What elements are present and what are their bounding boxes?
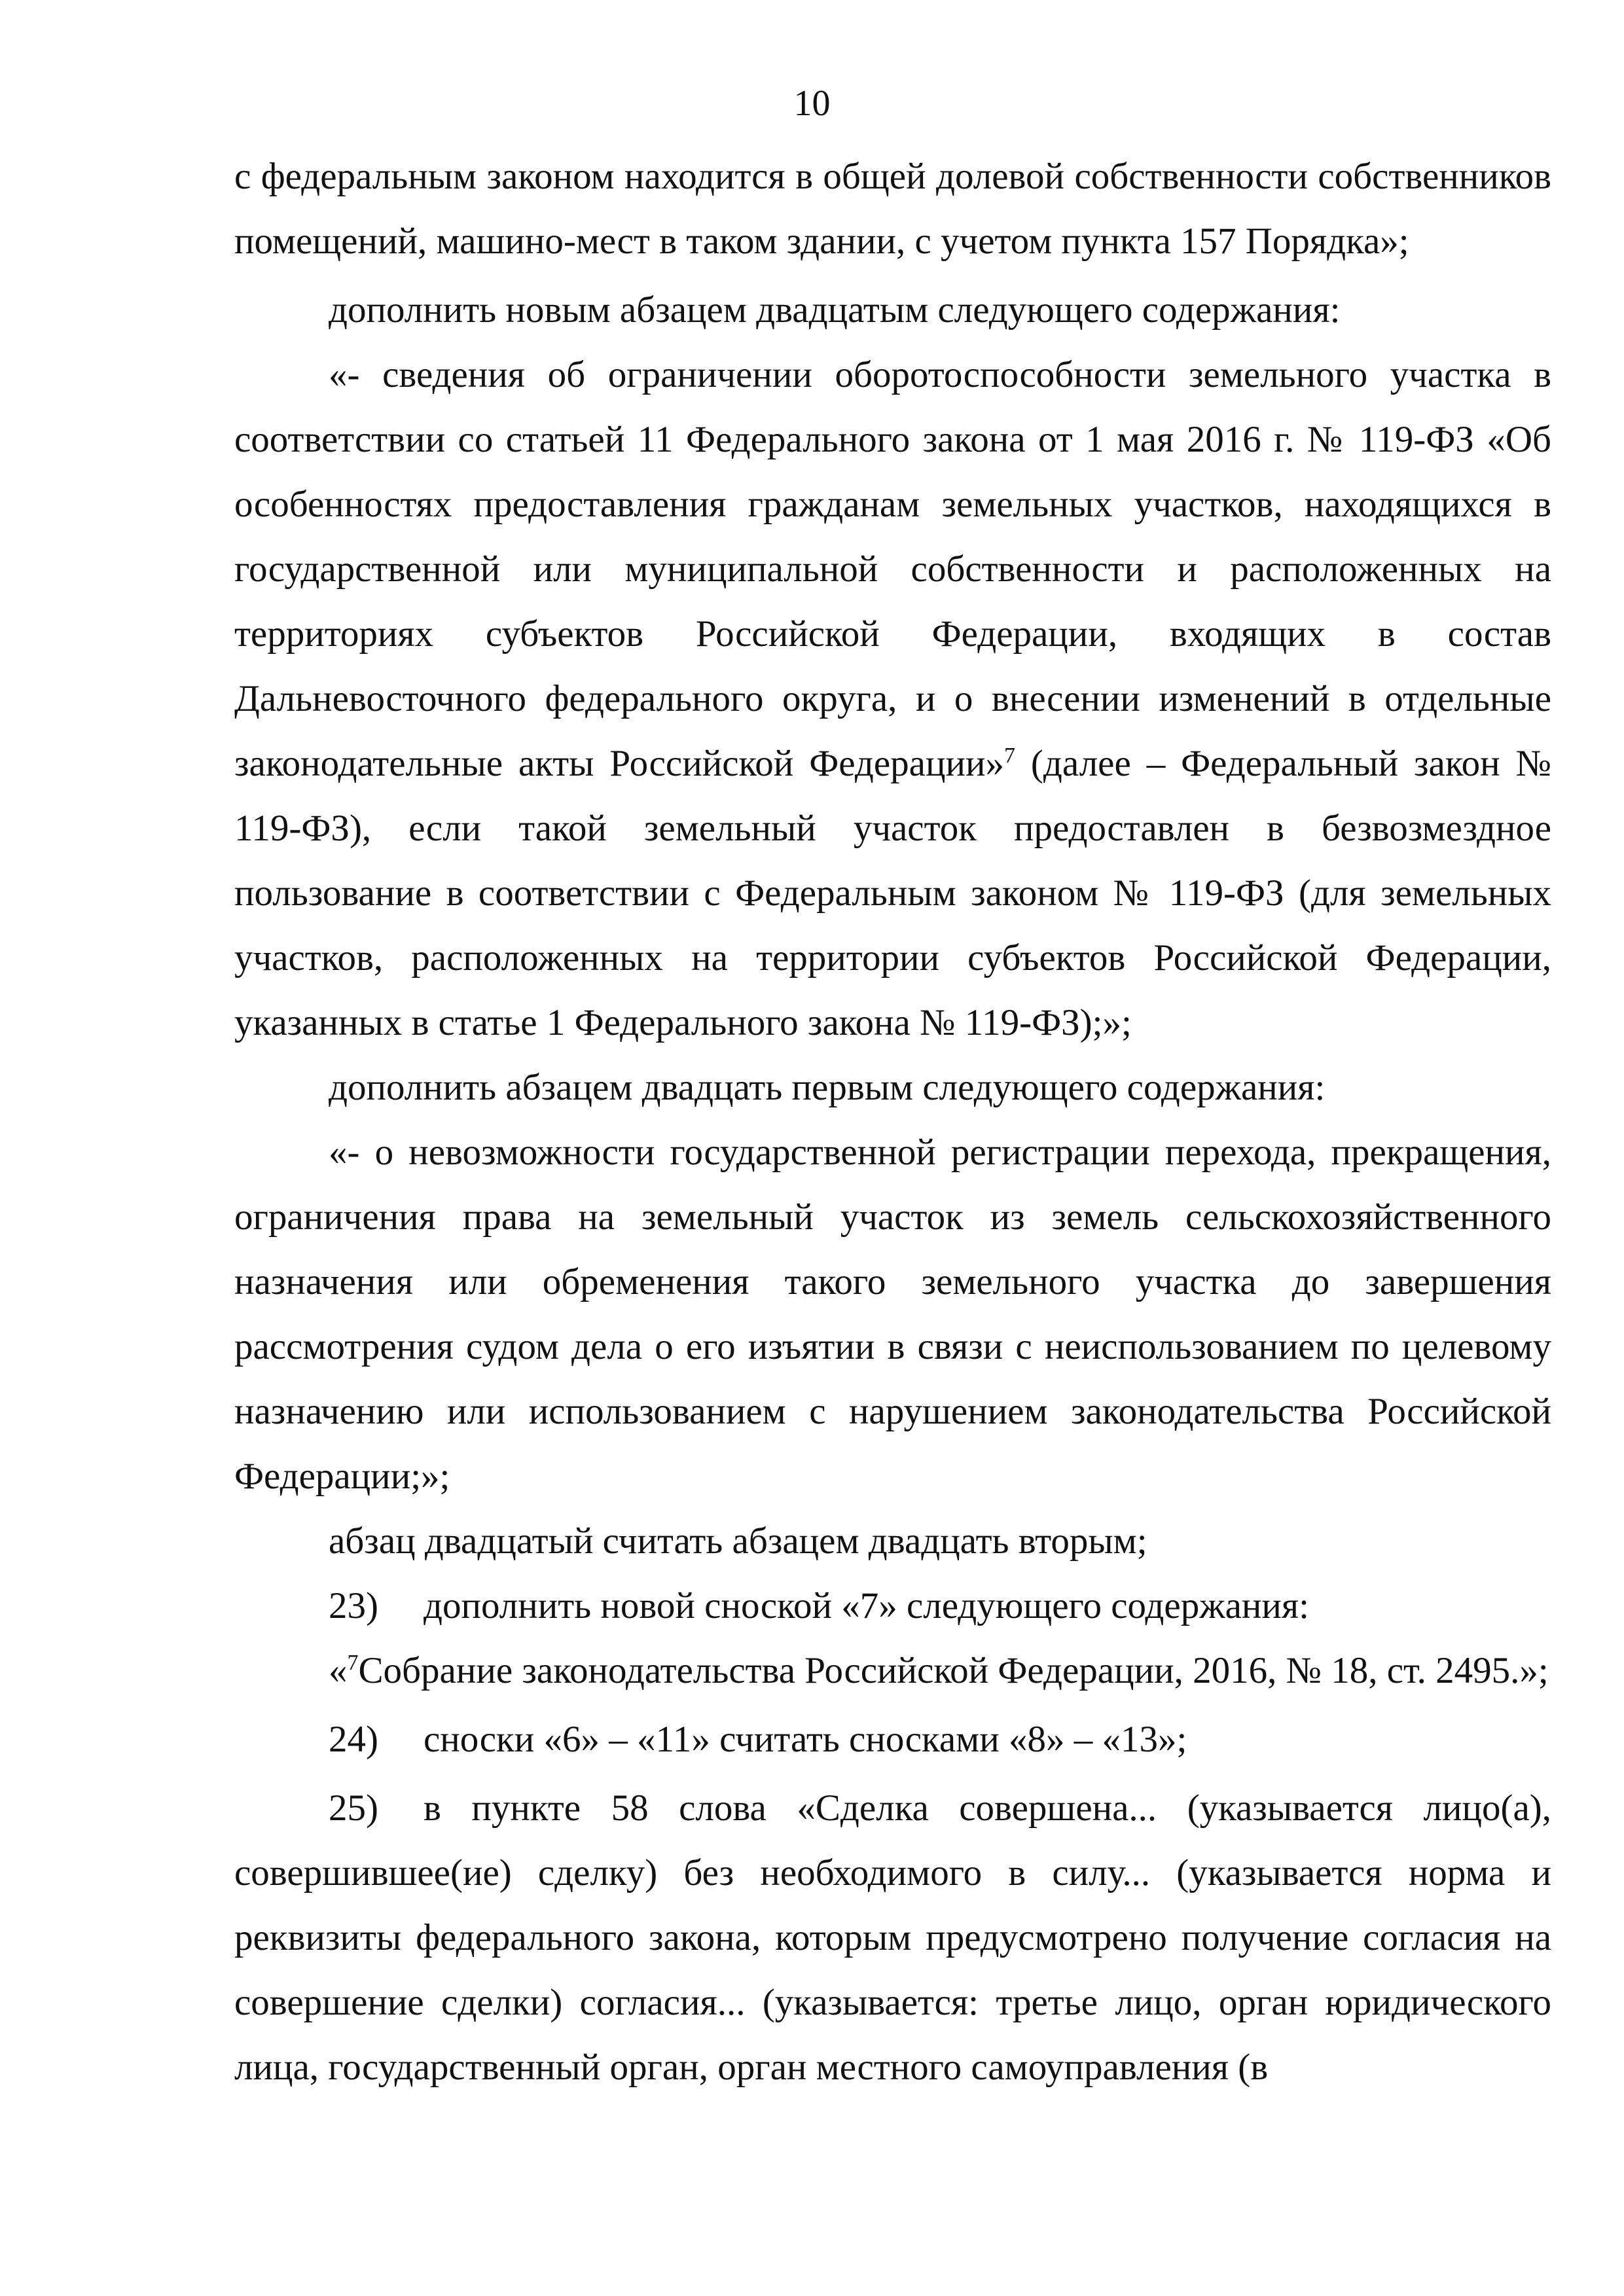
paragraph-instruction-21: дополнить абзацем двадцать первым следующего содержания:	[329, 1067, 1326, 1108]
quote-open: «	[329, 1650, 348, 1691]
paragraph-renumber-abzac: абзац двадцатый считать абзацем двадцать вторым;	[329, 1520, 1147, 1562]
footnote-text: Собрание законодательства Российской Федерации, 2016, № 18, ст. 2495.»;	[358, 1650, 1549, 1691]
list-item-text: сноски «6» – «11» считать сносками «8» – «13»;	[424, 1719, 1187, 1760]
list-item-number: 25)	[329, 1787, 378, 1829]
list-item-number: 23)	[329, 1585, 378, 1626]
document-body	[234, 144, 1551, 2100]
paragraph-new-abzac-21: «- о невозможности государственной регистрации перехода, прекращения, ограничения права на земельный участок из земель сельскохозяйственного назначения или обременения такого земельного участка до завершения рассмотрения судом дела о его изъятии в связи с неиспользованием по целевому назначению или использованием с нарушением законодательства Российской Федерации;»;	[234, 1132, 1551, 1497]
paragraph-continuation: с федеральным законом находится в общей долевой собственности собственников помещений, машино-мест в таком здании, с учетом пункта 157 Порядка»;	[234, 156, 1551, 262]
list-item-text: в пункте 58 слова «Сделка совершена... (указывается лицо(а), совершившее(ие) сделку) без необходимого в силу... (указывается норма и реквизиты федерального закона, которым предусмотрено получение согласия на совершение сделки) согласия... (указывается: третье лицо, орган юридического лица, государственный орган, орган местного самоуправления (в	[234, 1787, 1551, 2088]
paragraph-new-abzac-20	[234, 342, 1551, 1055]
list-item-23	[234, 1573, 1551, 1638]
paragraph-text: «- сведения об ограничении оборотоспособности земельного участка в соответствии со статьей 11 Федерального закона от 1 мая 2016 г. № 119-ФЗ «Об особенностях предоставления гражданам земельных участков, находящихся в государственной или муниципальной собственности и расположенных на территориях субъектов Российской Федерации, входящих в состав Дальневосточного федерального округа, и о внесении изменений в отдельные законодательные акты Российской Федерации»	[234, 354, 1551, 784]
list-item-25	[234, 1776, 1551, 2100]
footnote-mark-7: 7	[347, 1651, 359, 1675]
paragraph-text: (далее – Федеральный закон № 119-ФЗ), если такой земельный участок предоставлен в безвозмездное пользование в соответствии с Федеральным законом № 119-ФЗ (для земельных участков, расположенных на территории субъектов Российской Федерации, указанных в статье 1 Федерального закона № 119-ФЗ);»;	[234, 743, 1551, 1043]
list-item-text: дополнить новой сноской «7» следующего содержания:	[424, 1585, 1309, 1626]
list-item-24	[234, 1707, 1551, 1772]
paragraph-footnote-7	[234, 1638, 1551, 1703]
list-item-number: 24)	[329, 1719, 378, 1760]
page-number: 10	[793, 83, 831, 124]
paragraph-instruction-20: дополнить новым абзацем двадцатым следующего содержания:	[329, 289, 1341, 331]
footnote-ref-7: 7	[1003, 744, 1015, 768]
